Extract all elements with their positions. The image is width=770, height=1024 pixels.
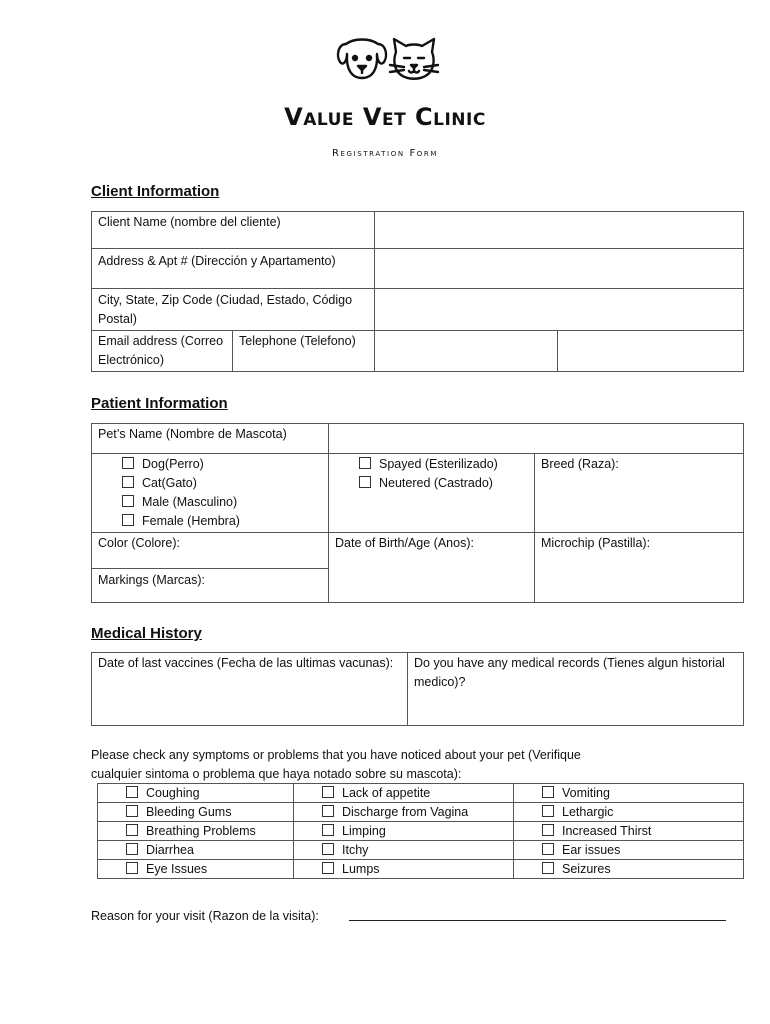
- symptom-label: Itchy: [342, 843, 369, 857]
- checkbox[interactable]: [542, 824, 554, 836]
- vaccines-field[interactable]: Date of last vaccines (Fecha de las ultimas vacunas):: [92, 653, 408, 726]
- checkbox[interactable]: [359, 476, 371, 488]
- option-cat[interactable]: Cat(Gato): [122, 474, 322, 493]
- symptom-label: Discharge from Vagina: [342, 805, 469, 819]
- symptom-option[interactable]: [514, 803, 744, 822]
- microchip-field[interactable]: Microchip (Pastilla):: [535, 533, 744, 603]
- cat-icon: [390, 39, 438, 79]
- checkbox[interactable]: [322, 862, 334, 874]
- city-label: City, State, Zip Code (Ciudad, Estado, Código Postal): [92, 289, 375, 331]
- records-field[interactable]: Do you have any medical records (Tienes algun historial medico)?: [408, 653, 744, 726]
- symptom-option[interactable]: [98, 841, 294, 860]
- checkbox[interactable]: [122, 457, 134, 469]
- symptom-label: Coughing: [146, 786, 200, 800]
- option-dog[interactable]: Dog(Perro): [122, 455, 322, 474]
- patient-info-table: [91, 423, 744, 603]
- telephone-field[interactable]: [558, 331, 744, 372]
- symptom-option[interactable]: [98, 784, 294, 803]
- symptoms-prompt: Please check any symptoms or problems that you have noticed about your pet (Verifique cualquier sintoma o problema que haya notado sobre su mascota):: [91, 748, 581, 781]
- dog-icon: [338, 40, 386, 79]
- symptom-row: [98, 860, 744, 879]
- symptom-option[interactable]: [98, 822, 294, 841]
- patient-info-heading: Patient Information: [91, 395, 228, 412]
- checkbox[interactable]: [542, 786, 554, 798]
- clinic-name: Value Vet Clinic: [284, 103, 486, 131]
- checkbox[interactable]: [542, 862, 554, 874]
- option-neutered[interactable]: Neutered (Castrado): [359, 474, 528, 493]
- symptom-label: Lumps: [342, 862, 380, 876]
- symptom-label: Lethargic: [562, 805, 614, 819]
- symptom-option[interactable]: [294, 860, 514, 879]
- symptom-label: Increased Thirst: [562, 824, 652, 838]
- symptom-label: Diarrhea: [146, 843, 194, 857]
- breed-field[interactable]: Breed (Raza):: [535, 454, 744, 533]
- pet-name-field[interactable]: [329, 424, 744, 454]
- checkbox[interactable]: [542, 805, 554, 817]
- city-field[interactable]: [375, 289, 744, 331]
- symptom-option[interactable]: [98, 803, 294, 822]
- symptom-option[interactable]: [294, 822, 514, 841]
- symptom-label: Vomiting: [562, 786, 610, 800]
- medical-history-table: [91, 652, 744, 726]
- checkbox[interactable]: [359, 457, 371, 469]
- checkbox[interactable]: [322, 824, 334, 836]
- checkbox[interactable]: [126, 843, 138, 855]
- symptom-row: [98, 841, 744, 860]
- symptom-row: [98, 803, 744, 822]
- symptom-option[interactable]: [514, 841, 744, 860]
- markings-field[interactable]: Markings (Marcas):: [92, 569, 329, 603]
- symptom-option[interactable]: [98, 860, 294, 879]
- pet-name-label: Pet’s Name (Nombre de Mascota): [92, 424, 329, 454]
- symptom-option[interactable]: [514, 784, 744, 803]
- checkbox[interactable]: [122, 476, 134, 488]
- telephone-label: Telephone (Telefono): [233, 331, 375, 372]
- symptom-row: [98, 822, 744, 841]
- option-female[interactable]: Female (Hembra): [122, 512, 322, 531]
- symptom-label: Seizures: [562, 862, 611, 876]
- address-field[interactable]: [375, 249, 744, 289]
- symptom-option[interactable]: [294, 803, 514, 822]
- checkbox[interactable]: [322, 786, 334, 798]
- address-label: Address & Apt # (Dirección y Apartamento): [92, 249, 375, 289]
- symptoms-table: [97, 783, 744, 879]
- email-label: Email address (Correo Electrónico): [92, 331, 233, 372]
- symptom-option[interactable]: [294, 784, 514, 803]
- symptom-label: Bleeding Gums: [146, 805, 232, 819]
- medical-history-heading: Medical History: [91, 625, 202, 642]
- symptom-label: Lack of appetite: [342, 786, 431, 800]
- checkbox[interactable]: [322, 843, 334, 855]
- color-field[interactable]: Color (Colore):: [92, 533, 329, 569]
- symptom-row: [98, 784, 744, 803]
- checkbox[interactable]: [542, 843, 554, 855]
- client-name-label: Client Name (nombre del cliente): [92, 212, 375, 249]
- fix-status-options: [329, 454, 535, 533]
- symptom-option[interactable]: [294, 841, 514, 860]
- reason-label: Reason for your visit (Razon de la visita):: [91, 909, 319, 923]
- dob-field[interactable]: Date of Birth/Age (Anos):: [329, 533, 535, 603]
- form-title: Registration Form: [331, 148, 439, 159]
- checkbox[interactable]: [122, 495, 134, 507]
- checkbox[interactable]: [126, 824, 138, 836]
- option-spayed[interactable]: Spayed (Esterilizado): [359, 455, 528, 474]
- symptom-label: Ear issues: [562, 843, 621, 857]
- checkbox[interactable]: [126, 805, 138, 817]
- client-info-heading: Client Information: [91, 183, 220, 200]
- dog-cat-logo: [334, 36, 440, 82]
- email-field[interactable]: [375, 331, 558, 372]
- symptom-option[interactable]: [514, 860, 744, 879]
- symptom-label: Limping: [342, 824, 386, 838]
- client-name-field[interactable]: [375, 212, 744, 249]
- checkbox[interactable]: [122, 514, 134, 526]
- option-male[interactable]: Male (Masculino): [122, 493, 322, 512]
- checkbox[interactable]: [322, 805, 334, 817]
- symptom-label: Eye Issues: [146, 862, 208, 876]
- symptom-option[interactable]: [514, 822, 744, 841]
- species-sex-options: [92, 454, 329, 533]
- client-info-table: [91, 211, 744, 372]
- symptom-label: Breathing Problems: [146, 824, 256, 838]
- reason-field[interactable]: [349, 920, 726, 921]
- checkbox[interactable]: [126, 786, 138, 798]
- checkbox[interactable]: [126, 862, 138, 874]
